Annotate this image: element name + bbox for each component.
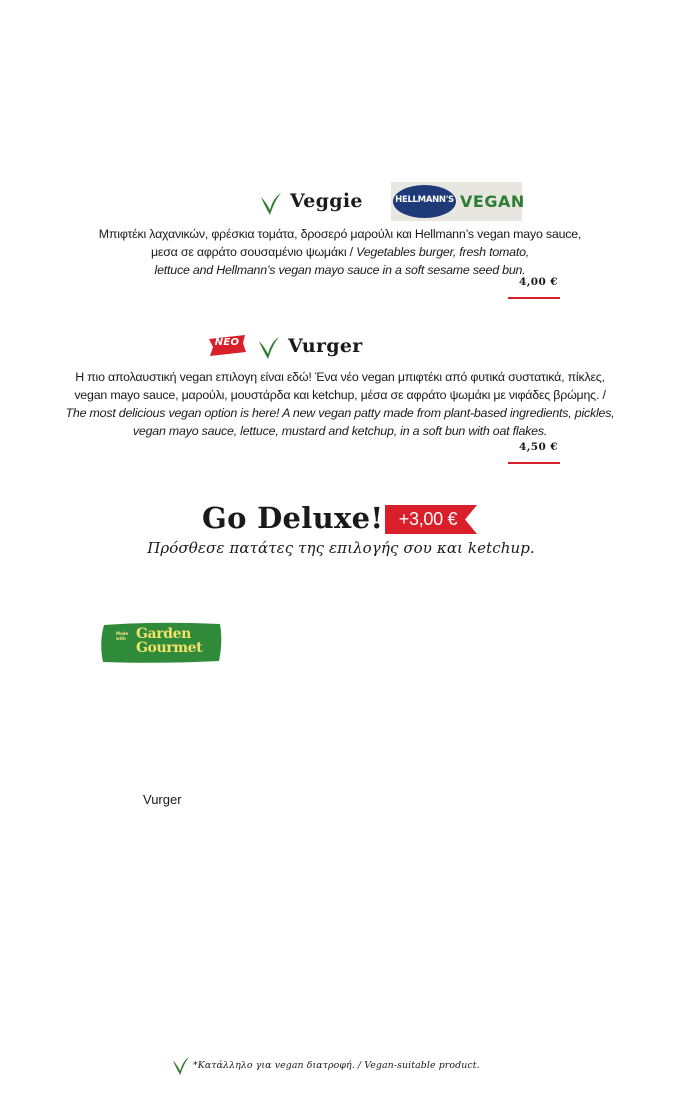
vurger-title: Vurger <box>288 335 363 357</box>
deluxe-title: Go Deluxe! <box>202 501 384 535</box>
vurger-desc-line-3 <box>0 404 680 422</box>
deluxe-price-label: +3,00 € <box>398 509 458 529</box>
garden-logo-small-text: Made with <box>116 631 129 641</box>
hellmanns-vegan-logo <box>391 182 525 221</box>
veggie-desc-line-3 <box>0 261 680 279</box>
vurger-price-rule <box>508 462 560 464</box>
veggie-desc-en-3: lettuce and Hellmann’s vegan mayo sauce in a soft sesame seed bun. <box>154 263 526 277</box>
vurger-desc-line-1: Η πιο απολαυστική vegan επιλογη είναι εδώ! Ένα νέο vegan μπιφτέκι από φυτικά συστατικά, πίκλες, <box>75 370 605 384</box>
vurger-desc-en-1: The most delicious vegan option is here! A new vegan patty made from plant-based ingredients, pickles, <box>65 406 615 420</box>
hellmanns-brand: HELLMANN'S <box>395 195 454 205</box>
veggie-description <box>0 225 680 279</box>
garden-logo-wordmark <box>136 627 202 655</box>
vegan-leaf-icon <box>258 336 280 360</box>
veggie-title: Veggie <box>290 190 363 212</box>
veggie-price-rule <box>508 297 560 299</box>
veggie-price: 4,00 € <box>519 276 558 288</box>
garden-logo-line-2: Gourmet <box>136 640 203 656</box>
vurger-desc-line-2: vegan mayo sauce, μαρούλι, μουστάρδα και ketchup, μέσα σε αφράτο ψωμάκι με νιφάδες βρώμης. / <box>74 388 606 402</box>
image-caption: Vurger <box>143 792 182 807</box>
vegan-leaf-icon <box>172 1056 190 1076</box>
vurger-price: 4,50 € <box>519 441 558 453</box>
garden-logo-line-1: Garden <box>136 626 191 642</box>
vurger-desc-en-2: vegan mayo sauce, lettuce, mustard and ketchup, in a soft bun with oat flakes. <box>132 424 548 438</box>
vegan-leaf-icon <box>260 192 282 216</box>
veggie-desc-en-2: Vegetables burger, fresh tomato, <box>356 245 530 259</box>
veggie-desc-gr-2: μεσα σε αφράτο σουσαμένιο ψωμάκι / <box>150 245 353 259</box>
vurger-description <box>0 368 680 440</box>
vegan-footnote: *Κατάλληλο για vegan διατροφή. / Vegan-suitable product. <box>193 1060 480 1071</box>
new-badge-label: ΝΕΟ <box>214 337 240 348</box>
veggie-desc-line-1: Μπιφτέκι λαχανικών, φρέσκια τομάτα, δροσερό μαρούλι και Hellmann’s vegan mayo sauce, <box>98 227 582 241</box>
veggie-desc-line-2 <box>0 243 680 261</box>
deluxe-subtitle: Πρόσθεσε πατάτες της επιλογής σου και ketchup. <box>147 539 535 557</box>
vurger-desc-line-4 <box>0 422 680 440</box>
hellmanns-vegan-label: VEGAN <box>460 192 525 211</box>
